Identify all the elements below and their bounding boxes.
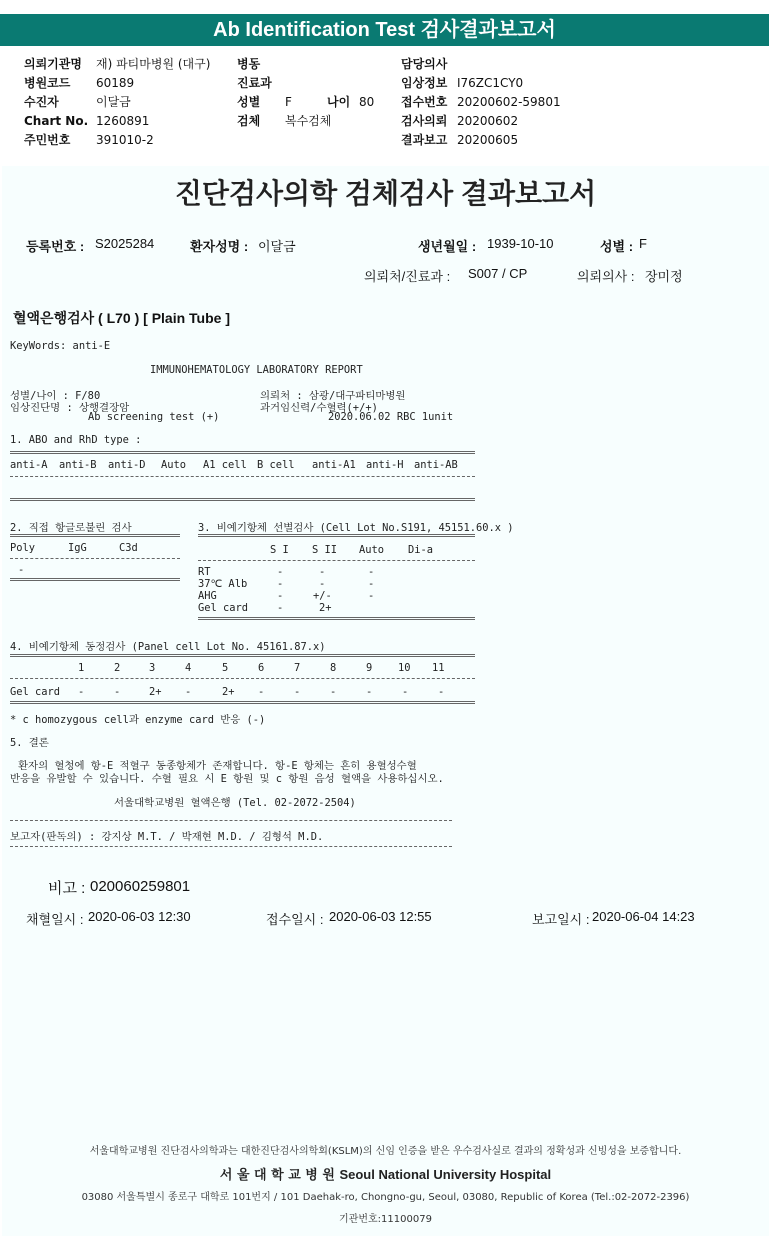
s4-header: 8 bbox=[330, 662, 337, 674]
s3-header-auto: Auto bbox=[359, 544, 385, 556]
value: 391010-2 bbox=[96, 133, 154, 147]
divider bbox=[198, 560, 475, 561]
s4-header: 10 bbox=[398, 662, 411, 674]
diagnosis-line: 임상진단명 : 상행결장암 bbox=[10, 402, 130, 414]
s3-row-label: 37℃ Alb bbox=[198, 578, 248, 590]
divider bbox=[10, 578, 180, 581]
s3-header-si: S I bbox=[270, 544, 289, 556]
s4-row-label: Gel card bbox=[10, 686, 61, 698]
s5-conclusion-2: 반응을 유발할 수 있습니다. 수혈 필요 시 E 항원 및 c 항원 음성 혈액을 사용하십시오. bbox=[10, 773, 444, 785]
s2-title: 2. 직접 항글로불린 검사 bbox=[10, 522, 132, 534]
s1-header-5: A1 cell bbox=[203, 459, 247, 471]
info-column-2 bbox=[237, 55, 397, 131]
label: 의뢰기관명 bbox=[24, 57, 82, 71]
footer-certification: 서울대학교병원 진단검사의학과는 대한진단검사의학회(KSLM)의 신임 인증을 받은 우수검사실로 결과의 정확성과 신빙성을 보증합니다. bbox=[89, 1146, 682, 1157]
divider bbox=[10, 846, 452, 847]
info-column-3 bbox=[401, 55, 561, 150]
s4-title: 4. 비예기항체 동정검사 (Panel cell Lot No. 45161.87.x) bbox=[10, 641, 326, 653]
s1-header-6: B cell bbox=[257, 459, 295, 471]
s5-signature: 서울대학교병원 혈액은행 (Tel. 02-2072-2504) bbox=[114, 797, 356, 809]
dept-label: 의뢰처/진료과 : bbox=[364, 269, 451, 284]
s4-header: 9 bbox=[366, 662, 373, 674]
label: 나이 bbox=[327, 95, 351, 109]
label: 병원코드 bbox=[24, 76, 71, 90]
s3-header-dia: Di-a bbox=[408, 544, 434, 556]
s1-header-9: anti-AB bbox=[414, 459, 458, 471]
divider bbox=[10, 498, 475, 501]
info-row-patient bbox=[24, 93, 210, 112]
s3-row-label: AHG bbox=[198, 590, 217, 602]
value: 1260891 bbox=[96, 114, 150, 128]
receive-value: 2020-06-03 12:55 bbox=[329, 909, 432, 924]
info-row-doctor bbox=[401, 55, 561, 74]
info-row-result bbox=[401, 131, 561, 150]
report-header-title: Ab Identification Test 검사결과보고서 bbox=[0, 14, 769, 46]
value: 20200602 bbox=[457, 114, 519, 128]
s1-header-1: anti-A bbox=[10, 459, 48, 471]
s4-header: 6 bbox=[258, 662, 265, 674]
collect-value: 2020-06-03 12:30 bbox=[88, 909, 191, 924]
value: 60189 bbox=[96, 76, 135, 90]
s4-header: 2 bbox=[114, 662, 121, 674]
s3-cell: - bbox=[277, 590, 284, 602]
label: 담당의사 bbox=[401, 57, 448, 71]
s3-cell: - bbox=[277, 602, 284, 614]
s3-cell: - bbox=[368, 578, 375, 590]
label: 결과보고 bbox=[401, 133, 448, 147]
report-title: 진단검사의학 검체검사 결과보고서 bbox=[174, 178, 597, 209]
s3-cell: 2+ bbox=[319, 602, 332, 614]
sex-label: 성별 : bbox=[600, 239, 634, 254]
s5-title: 5. 결론 bbox=[10, 737, 49, 749]
footer-org-number: 기관번호:11100079 bbox=[339, 1214, 432, 1225]
info-column-1 bbox=[24, 55, 210, 150]
s4-cell: - bbox=[258, 686, 265, 698]
divider bbox=[10, 558, 180, 559]
hospital-name-kr: 서 울 대 학 교 병 원 bbox=[219, 1168, 335, 1183]
s4-cell: - bbox=[402, 686, 409, 698]
remark-value: 020060259801 bbox=[90, 878, 191, 895]
info-row-sex-age bbox=[237, 93, 397, 112]
label: 임상정보 bbox=[401, 76, 448, 90]
s2-header-c3d: C3d bbox=[119, 542, 138, 554]
info-row-institution bbox=[24, 55, 210, 74]
dept-value: S007 / CP bbox=[468, 266, 528, 281]
s3-row-label: Gel card bbox=[198, 602, 249, 614]
s3-cell: - bbox=[277, 578, 284, 590]
label: 검사의뢰 bbox=[401, 114, 448, 128]
section-title: 혈액은행검사 ( L70 ) [ Plain Tube ] bbox=[13, 310, 231, 326]
info-row-resident-no bbox=[24, 131, 210, 150]
s1-header-4: Auto bbox=[161, 459, 187, 471]
s1-header-2: anti-B bbox=[59, 459, 97, 471]
s3-cell: +/- bbox=[313, 590, 332, 602]
value: F bbox=[285, 95, 292, 109]
s3-cell: - bbox=[277, 566, 284, 578]
doctor-value: 장미정 bbox=[645, 269, 683, 284]
s3-cell: - bbox=[368, 590, 375, 602]
s4-header: 5 bbox=[222, 662, 229, 674]
label: 수진자 bbox=[24, 95, 59, 109]
divider bbox=[10, 534, 180, 537]
patient-value: 이달금 bbox=[258, 239, 296, 254]
reporter: 보고자(판독의) : 강지상 M.T. / 박재현 M.D. / 김형석 M.D. bbox=[10, 831, 324, 843]
s4-cell: - bbox=[438, 686, 445, 698]
info-row-dept bbox=[237, 74, 397, 93]
s4-cell: - bbox=[78, 686, 85, 698]
dob-label: 생년월일 : bbox=[418, 239, 477, 254]
s1-header-3: anti-D bbox=[108, 459, 146, 471]
s4-header: 1 bbox=[78, 662, 85, 674]
info-row-hospital-code bbox=[24, 74, 210, 93]
label: 진료과 bbox=[237, 76, 272, 90]
s4-cell: 2+ bbox=[149, 686, 162, 698]
label: Chart No. bbox=[24, 114, 89, 128]
footer-address: 03080 서울특별시 종로구 대학로 101번지 / 101 Daehak-ro, Chongno-gu, Seoul, 03080, Republic of Korea (Tel.:02-2072-2396) bbox=[81, 1192, 690, 1203]
hospital-name-en: Seoul National University Hospital bbox=[339, 1167, 552, 1182]
divider bbox=[198, 534, 475, 537]
s4-header: 7 bbox=[294, 662, 301, 674]
s4-cell: - bbox=[294, 686, 301, 698]
s2-value-poly: - bbox=[18, 564, 25, 576]
report-date-value: 2020-06-04 14:23 bbox=[592, 909, 695, 924]
divider bbox=[10, 678, 475, 679]
info-row-chart-no bbox=[24, 112, 210, 131]
s4-cell: 2+ bbox=[222, 686, 235, 698]
value: 재) 파티마병원 (대구) bbox=[96, 57, 211, 71]
s3-header-sii: S II bbox=[312, 544, 338, 556]
divider bbox=[10, 701, 475, 704]
s4-header: 11 bbox=[432, 662, 445, 674]
keywords: KeyWords: anti-E bbox=[10, 340, 111, 352]
s5-conclusion-1: 환자의 혈청에 항-E 적혈구 동종항체가 존재합니다. 항-E 항체는 흔히 용혈성수혈 bbox=[18, 760, 417, 772]
info-row-specimen bbox=[237, 112, 397, 131]
label: 검체 bbox=[237, 114, 261, 128]
collect-label: 채혈일시 : bbox=[26, 912, 84, 927]
value: 20200602-59801 bbox=[457, 95, 561, 109]
reg-value: S2025284 bbox=[95, 236, 155, 251]
label: 주민번호 bbox=[24, 133, 71, 147]
s4-note: * c homozygous cell과 enzyme card 반응 (-) bbox=[10, 714, 266, 726]
remark-label: 비고 : bbox=[48, 880, 86, 897]
value: 80 bbox=[359, 95, 375, 109]
s1-header-7: anti-A1 bbox=[312, 459, 356, 471]
doctor-label: 의뢰의사 : bbox=[577, 269, 635, 284]
receive-label: 접수일시 : bbox=[266, 912, 324, 927]
divider bbox=[10, 451, 475, 454]
footer-hospital bbox=[2, 1164, 769, 1183]
s2-header-poly: Poly bbox=[10, 542, 36, 554]
info-row-ward bbox=[237, 55, 397, 74]
value: I76ZC1CY0 bbox=[457, 76, 524, 90]
s4-header: 4 bbox=[185, 662, 192, 674]
s3-cell: - bbox=[368, 566, 375, 578]
screening-line: Ab screening test (+) bbox=[88, 411, 220, 423]
value: 복수검체 bbox=[285, 114, 332, 128]
report-document bbox=[2, 166, 769, 1236]
lab-title: IMMUNOHEMATOLOGY LABORATORY REPORT bbox=[150, 364, 363, 376]
s3-row-label: RT bbox=[198, 566, 211, 578]
divider bbox=[10, 476, 475, 477]
s4-cell: - bbox=[366, 686, 373, 698]
reg-label: 등록번호 : bbox=[26, 239, 85, 254]
s4-cell: - bbox=[114, 686, 121, 698]
value: 20200605 bbox=[457, 133, 519, 147]
info-row-receipt bbox=[401, 93, 561, 112]
s1-header-8: anti-H bbox=[366, 459, 404, 471]
divider bbox=[10, 654, 475, 657]
label: 병동 bbox=[237, 57, 261, 71]
sex-value: F bbox=[639, 236, 647, 251]
s1-title: 1. ABO and RhD type : bbox=[10, 434, 142, 446]
divider bbox=[10, 820, 452, 821]
label: 접수번호 bbox=[401, 95, 448, 109]
dob-value: 1939-10-10 bbox=[487, 236, 554, 251]
s3-cell: - bbox=[319, 578, 326, 590]
info-row-request bbox=[401, 112, 561, 131]
sex-age-line: 성별/나이 : F/80 bbox=[10, 390, 101, 402]
patient-label: 환자성명 : bbox=[190, 239, 249, 254]
info-row-clinical bbox=[401, 74, 561, 93]
value: 이달금 bbox=[96, 95, 131, 109]
history-line: 과거임신력/수혈력(+/+) bbox=[260, 402, 378, 414]
label: 성별 bbox=[237, 95, 261, 109]
s4-cell: - bbox=[330, 686, 337, 698]
s3-cell: - bbox=[319, 566, 326, 578]
divider bbox=[198, 617, 475, 620]
s3-title: 3. 비예기항체 선별검사 (Cell Lot No.S191, 45151.60.x ) bbox=[198, 522, 514, 534]
transfusion-line: 2020.06.02 RBC 1unit bbox=[328, 411, 454, 423]
s4-header: 3 bbox=[149, 662, 156, 674]
s4-cell: - bbox=[185, 686, 192, 698]
report-date-label: 보고일시 : bbox=[532, 912, 590, 927]
referrer-line: 의뢰처 : 삼광/대구파티마병원 bbox=[260, 390, 406, 402]
s2-header-igg: IgG bbox=[68, 542, 87, 554]
